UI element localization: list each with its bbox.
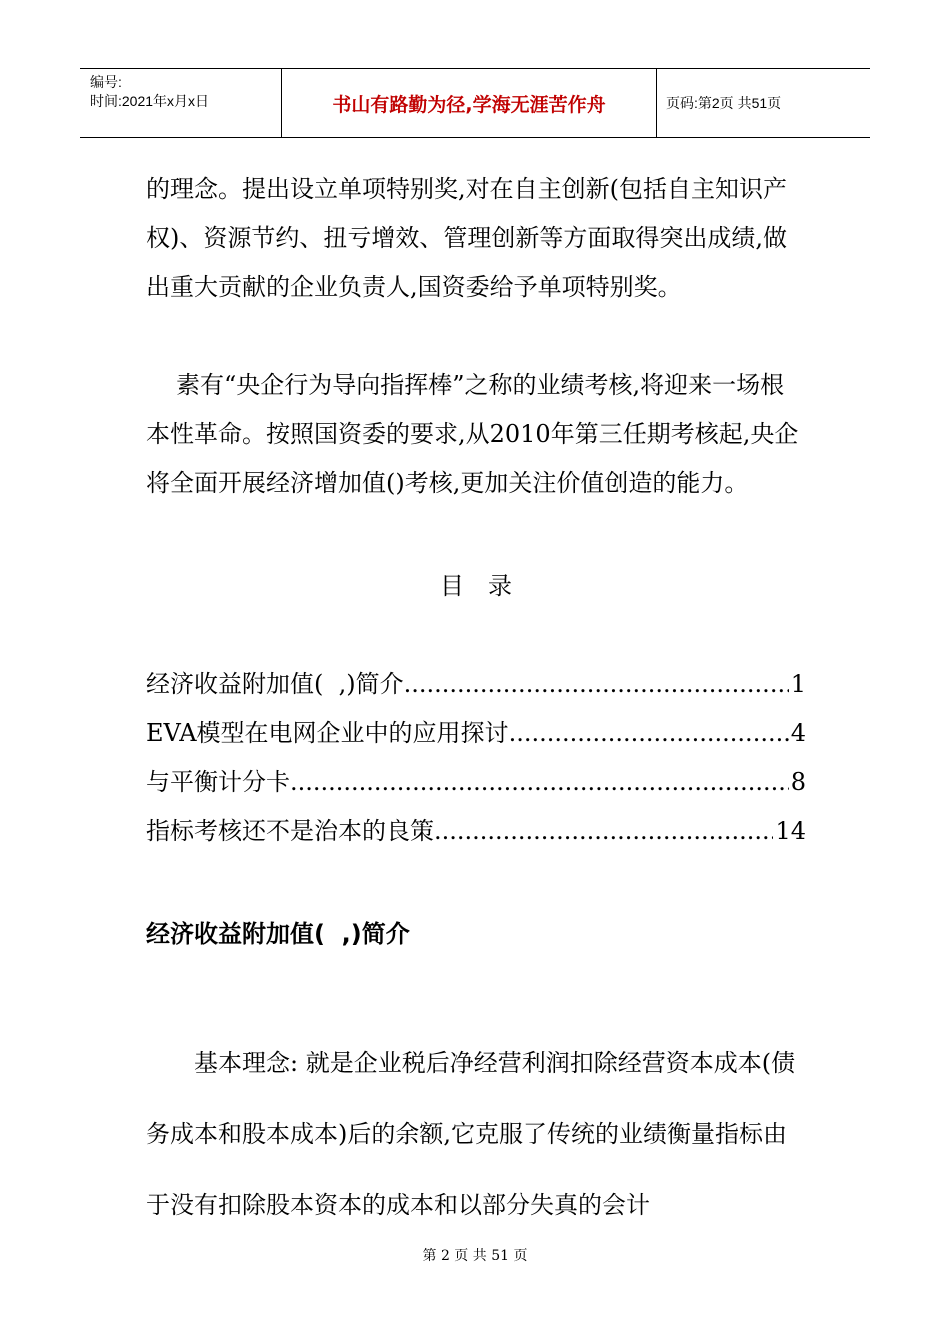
toc-item[interactable]: [146, 762, 806, 811]
section-paragraph: 基本理念: 就是企业税后净经营利润扣除经营资本成本(债务成本和股本成本)后的余额,它克服了传统的业绩衡量指标由于没有扣除股本资本的成本和以部分失真的会计: [146, 1049, 796, 1219]
body-paragraph-2: 素有“央企行为导向指挥棒”之称的业绩考核,将迎来一场根本性革命。按照国资委的要求,从2010年第三任期考核起,央企将全面开展经济增加值()考核,更加关注价值创造的能力。: [146, 371, 799, 497]
toc-item[interactable]: [146, 811, 806, 860]
toc-item-page[interactable]: 8: [790, 768, 806, 796]
header-page-info: 页码:第2页 共51页: [666, 95, 782, 111]
section-heading: 经济收益附加值( ,)简介: [146, 920, 410, 948]
toc-dot-leader: [434, 817, 773, 845]
toc-item-page[interactable]: 1: [790, 670, 806, 698]
toc-item[interactable]: [146, 664, 806, 713]
header-time-label: 时间:2021年x月x日: [90, 93, 210, 109]
page-header: [80, 68, 870, 138]
toc-title: 目录: [440, 572, 536, 600]
header-meta-cell: [80, 69, 282, 137]
toc-dot-leader: [404, 670, 789, 698]
body-paragraph-1: 的理念。提出设立单项特别奖,对在自主创新(包括自主知识产权)、资源节约、扭亏增效、管理创新等方面取得突出成绩,做出重大贡献的企业负责人,国资委给予单项特别奖。: [146, 175, 787, 301]
toc-item[interactable]: [146, 713, 806, 762]
header-number-label: 编号:: [90, 74, 122, 90]
toc-item-text[interactable]: EVA模型在电网企业中的应用探讨: [146, 719, 509, 747]
toc-item-page[interactable]: 14: [775, 817, 806, 845]
table-of-contents: [146, 664, 806, 860]
page-footer: 第 2 页 共 51 页: [422, 1248, 528, 1264]
toc-item-page[interactable]: 4: [790, 719, 806, 747]
toc-item-text[interactable]: 指标考核还不是治本的良策: [146, 817, 434, 845]
toc-item-text[interactable]: 与平衡计分卡: [146, 768, 290, 796]
toc-dot-leader: [509, 719, 789, 747]
header-motto: 书山有路勤为径,学海无涯苦作舟: [282, 69, 657, 137]
toc-dot-leader: [290, 768, 789, 796]
toc-item-text[interactable]: 经济收益附加值( ,)简介: [146, 670, 404, 698]
